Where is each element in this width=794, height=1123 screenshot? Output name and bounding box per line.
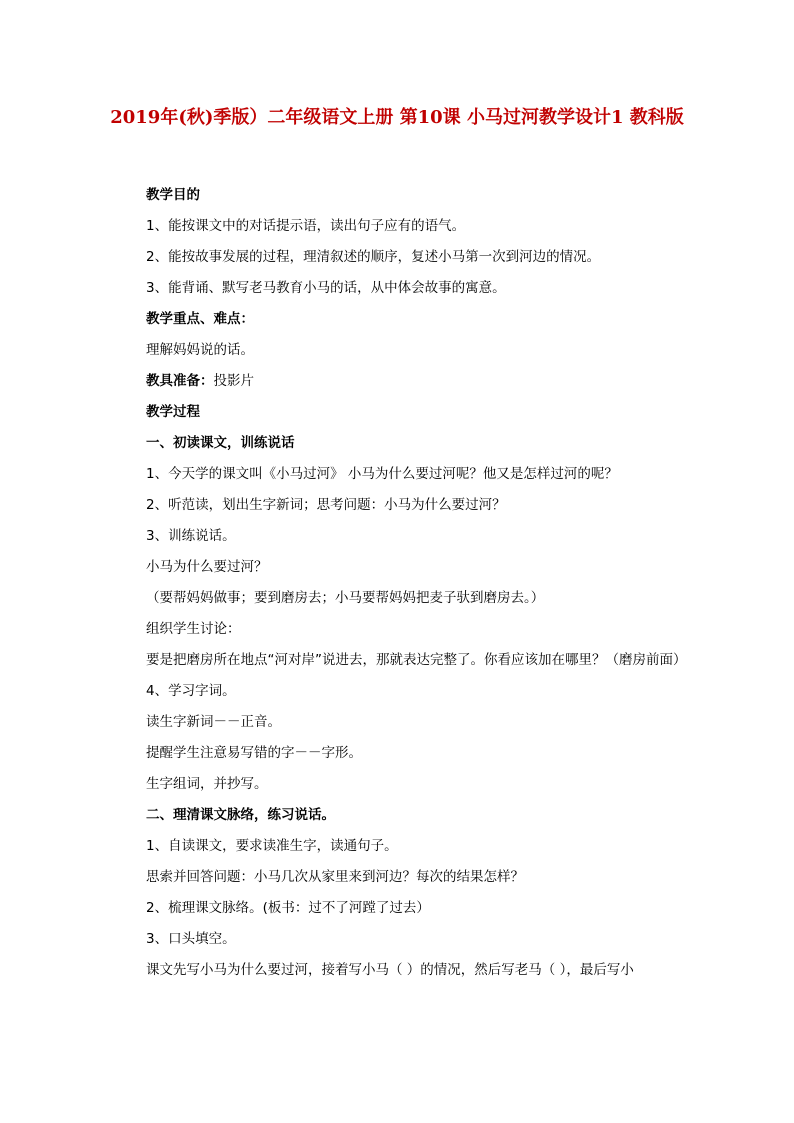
paragraph: 1、自读课文，要求读准生字，读通句子。 [146,838,398,854]
paragraph: 小马为什么要过河？ [146,559,268,575]
section-heading: 二、理清课文脉络，练习说话。 [146,807,335,823]
paragraph: 生字组词，并抄写。 [146,776,268,792]
paragraph: 4、学习字词。 [146,683,236,699]
paragraph-label: 教具准备： [146,373,214,389]
section-heading: 教学重点、难点： [146,311,254,327]
paragraph: 3、口头填空。 [146,931,236,947]
paragraph: 要是把磨房所在地点“河对岸”说进去，那就表达完整了。你看应该加在哪里？（磨房前面） [146,652,687,668]
paragraph [118,366,684,397]
paragraph: 组织学生讨论： [146,621,241,637]
paragraph: 3、能背诵、默写老马教育小马的话，从中体会故事的寓意。 [146,280,506,296]
document-title: 2019年(秋)季版）二年级语文上册 第10课 小马过河教学设计1 教科版 [110,107,684,128]
section-heading: 教学目的 [146,187,200,203]
paragraph: 3、训练说话。 [146,528,236,544]
paragraph: 2、听范读，划出生字新词；思考问题：小马为什么要过河？ [146,497,506,513]
paragraph: 思索并回答问题：小马几次从家里来到河边？每次的结果怎样？ [146,869,524,885]
section-heading: 一、初读课文，训练说话 [146,435,295,451]
section-heading: 教学过程 [146,404,200,420]
paragraph: 理解妈妈说的话。 [146,342,254,358]
paragraph: 2、梳理课文脉络。(板书：过不了河蹚了过去） [146,900,430,916]
paragraph: 1、今天学的课文叫《小马过河》 小马为什么要过河呢？他又是怎样过河的呢？ [146,466,618,482]
document-body [118,180,687,986]
paragraph: 课文先写小马为什么要过河，接着写小马（ ）的情况，然后写老马（ ），最后写小 [146,962,634,978]
paragraph: 1、能按课文中的对话提示语，读出句子应有的语气。 [146,218,466,234]
paragraph: 2、能按故事发展的过程，理清叙述的顺序，复述小马第一次到河边的情况。 [146,249,601,265]
paragraph: 读生字新词－－正音。 [146,714,281,730]
paragraph-text: 投影片 [213,373,254,389]
paragraph: （要帮妈妈做事；要到磨房去；小马要帮妈妈把麦子驮到磨房去。） [146,590,545,606]
paragraph: 提醒学生注意易写错的字－－字形。 [146,745,362,761]
